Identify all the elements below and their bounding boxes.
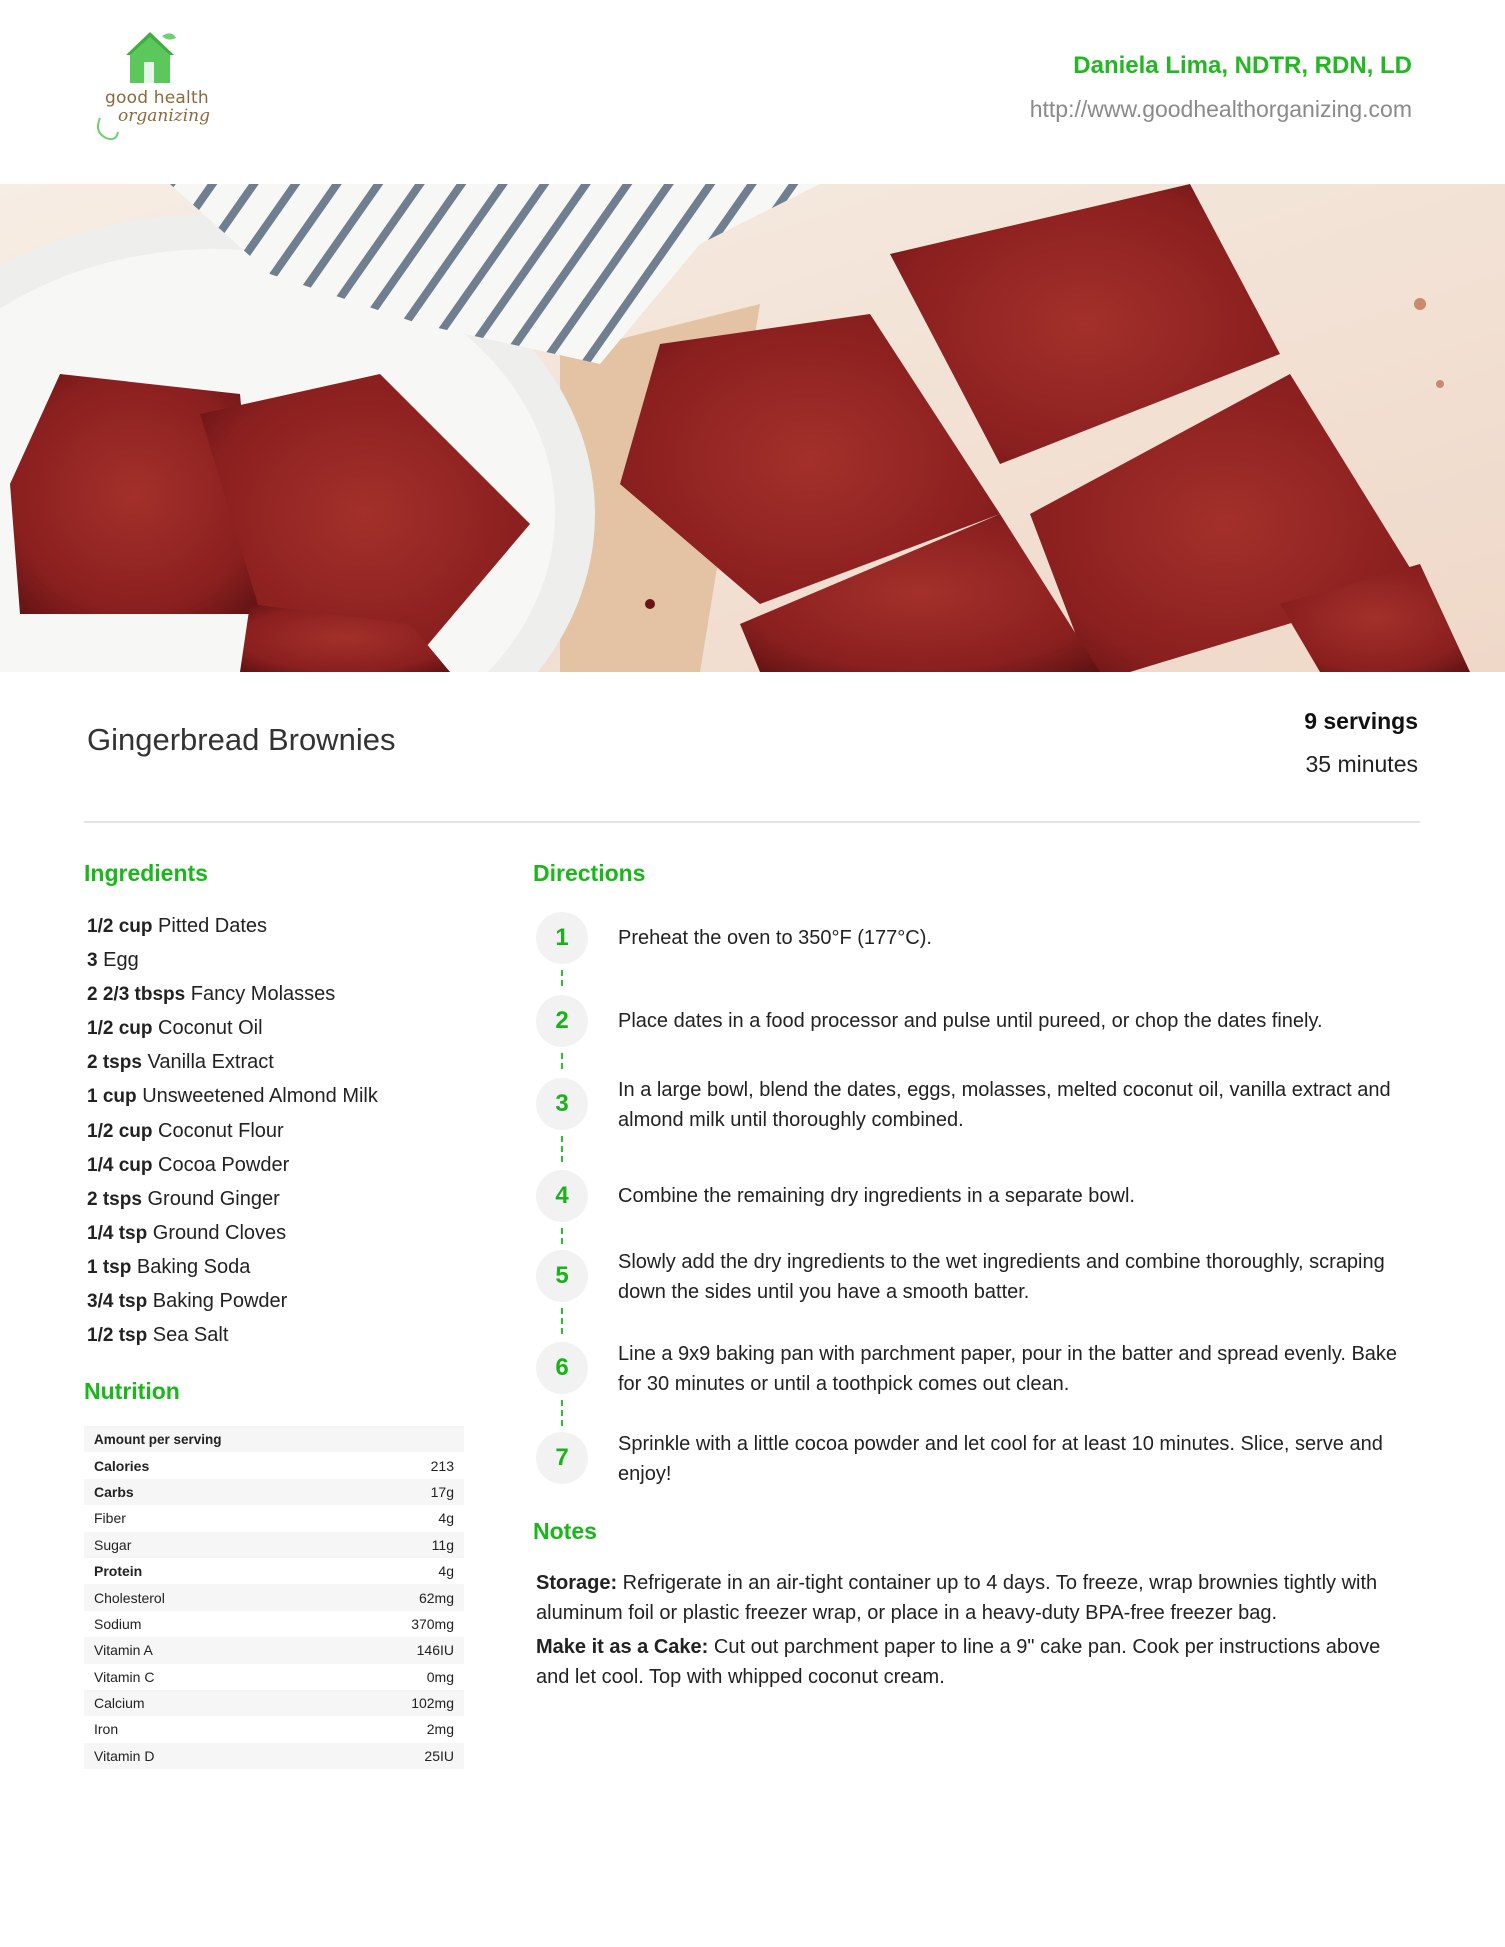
- step-connector: [561, 1053, 563, 1069]
- note-cake-label: Make it as a Cake:: [536, 1636, 709, 1658]
- nutrient-label: Fiber: [94, 1510, 126, 1527]
- list-item: [87, 912, 507, 946]
- nutrition-table: [84, 1426, 464, 1769]
- step-connector: [561, 1136, 563, 1162]
- nutrient-label: Vitamin A: [94, 1642, 153, 1659]
- nutrient-label: Protein: [94, 1563, 143, 1580]
- ingredient-name: Cocoa Powder: [158, 1153, 290, 1176]
- ingredient-qty: 2 2/3 tbsps: [87, 984, 186, 1006]
- list-item: [87, 946, 507, 980]
- step-connector: [561, 1400, 563, 1426]
- step-number: 2: [536, 995, 588, 1047]
- nutrient-value: 102mg: [411, 1695, 454, 1712]
- ingredient-name: Egg: [103, 949, 139, 972]
- step-number: 5: [536, 1250, 588, 1302]
- nutrient-value: 2mg: [426, 1721, 454, 1738]
- ingredient-name: Sea Salt: [152, 1324, 229, 1347]
- ingredient-name: Baking Powder: [152, 1290, 288, 1313]
- nutrient-value: 25IU: [424, 1747, 454, 1764]
- step-text: Preheat the oven to 350°F (177°C).: [618, 927, 932, 949]
- note-cake: [536, 1632, 1396, 1692]
- ingredient-name: Coconut Flour: [158, 1119, 284, 1142]
- table-row: [84, 1505, 464, 1531]
- ingredient-qty: 3/4 tsp: [87, 1291, 148, 1313]
- nutrient-label: Vitamin D: [94, 1747, 155, 1764]
- ingredient-name: Ground Cloves: [152, 1221, 287, 1244]
- directions-heading: Directions: [533, 860, 646, 886]
- website-link[interactable]: http://www.goodhealthorganizing.com: [1029, 96, 1412, 122]
- list-item: [87, 980, 507, 1014]
- nutrient-label: Cholesterol: [94, 1589, 165, 1606]
- step-number: 3: [536, 1078, 588, 1130]
- step-text: Place dates in a food processor and pulse until pureed, or chop the dates finely.: [618, 1010, 1323, 1032]
- ingredients-list: [87, 912, 507, 1355]
- table-row: [84, 1611, 464, 1637]
- step-text: Combine the remaining dry ingredients in a separate bowl.: [618, 1185, 1135, 1207]
- table-row: [84, 1690, 464, 1716]
- nutrition-header-label: Amount per serving: [94, 1431, 222, 1447]
- ingredient-qty: 1 tsp: [87, 1256, 132, 1278]
- step-text: Line a 9x9 baking pan with parchment paper, pour in the batter and spread evenly. Bake for 30 minutes or until a toothpick comes out clean.: [618, 1343, 1398, 1395]
- table-row: [84, 1479, 464, 1505]
- table-row: [84, 1743, 464, 1769]
- hero-photo: [0, 184, 1505, 672]
- step-number: 1: [536, 912, 588, 964]
- ingredient-name: Vanilla Extract: [147, 1051, 274, 1074]
- notes-body: [536, 1568, 1396, 1696]
- ingredient-qty: 2 tsps: [87, 1188, 142, 1210]
- nutrient-label: Iron: [94, 1721, 119, 1738]
- list-item: [87, 1253, 507, 1287]
- table-row: [84, 1532, 464, 1558]
- nutrient-label: Calories: [94, 1457, 150, 1474]
- nutrient-value: 213: [430, 1457, 454, 1474]
- nutrition-heading: Nutrition: [84, 1378, 180, 1404]
- list-item: [87, 1185, 507, 1219]
- title-divider: [84, 821, 1420, 823]
- list-item: [87, 1321, 507, 1355]
- table-row: [84, 1637, 464, 1663]
- step-number: 6: [536, 1342, 588, 1394]
- step-text: Sprinkle with a little cocoa powder and let cool for at least 10 minutes. Slice, serve and enjoy!: [618, 1433, 1383, 1485]
- note-storage-label: Storage:: [536, 1572, 618, 1594]
- ingredients-heading: Ingredients: [84, 860, 208, 886]
- step-number: 4: [536, 1170, 588, 1222]
- step-text: Slowly add the dry ingredients to the wet ingredients and combine thoroughly, scraping down the sides until you have a smooth batter.: [618, 1251, 1385, 1303]
- nutrient-value: 4g: [438, 1563, 454, 1580]
- ingredient-name: Coconut Oil: [158, 1017, 263, 1040]
- nutrient-value: 62mg: [418, 1589, 454, 1606]
- ingredient-qty: 2 tsps: [87, 1052, 142, 1074]
- step-connector: [561, 1228, 563, 1244]
- ingredient-qty: 1/2 cup: [87, 1018, 153, 1040]
- ingredient-qty: 1 cup: [87, 1086, 137, 1108]
- notes-heading: Notes: [533, 1518, 597, 1544]
- note-storage: [536, 1568, 1396, 1628]
- list-item: [87, 1219, 507, 1253]
- logo-text-good-health: good health: [105, 88, 209, 108]
- ingredient-name: Fancy Molasses: [190, 983, 336, 1006]
- nutrient-label: Carbs: [94, 1483, 134, 1500]
- ingredient-qty: 3: [87, 950, 98, 972]
- logo-text-organizing: organizing: [118, 106, 210, 126]
- nutrient-label: Calcium: [94, 1695, 145, 1712]
- cook-time: 35 minutes: [1305, 751, 1418, 777]
- nutrient-value: 4g: [438, 1510, 454, 1527]
- ingredient-qty: 1/2 cup: [87, 916, 153, 937]
- ingredient-qty: 1/2 tsp: [87, 1325, 148, 1347]
- recipe-title: Gingerbread Brownies: [87, 722, 396, 757]
- note-cake-text: Cut out parchment paper to line a 9" cake pan. Cook per instructions above and let cool. Top with whipped coconut cream.: [536, 1636, 1381, 1688]
- ingredient-name: Pitted Dates: [158, 915, 267, 937]
- ingredient-name: Unsweetened Almond Milk: [142, 1085, 378, 1108]
- ingredient-qty: 1/4 tsp: [87, 1222, 148, 1244]
- author-name: Daniela Lima, NDTR, RDN, LD: [1073, 52, 1412, 79]
- list-item: [87, 1287, 507, 1321]
- ingredient-name: Ground Ginger: [147, 1187, 280, 1210]
- nutrient-value: 370mg: [411, 1615, 454, 1632]
- ingredient-name: Baking Soda: [136, 1255, 251, 1278]
- nutrient-label: Sugar: [94, 1536, 132, 1553]
- nutrient-value: 17g: [430, 1483, 454, 1500]
- table-row: [84, 1452, 464, 1478]
- step-connector: [561, 970, 563, 986]
- ingredient-qty: 1/2 cup: [87, 1120, 153, 1142]
- list-item: [87, 1048, 507, 1082]
- nutrient-label: Vitamin C: [94, 1668, 155, 1685]
- step-connector: [561, 1308, 563, 1334]
- table-row: [84, 1558, 464, 1584]
- table-row: [84, 1664, 464, 1690]
- note-storage-text: Refrigerate in an air-tight container up to 4 days. To freeze, wrap brownies tightly with aluminum foil or plastic freezer wrap, or place in a heavy-duty BPA-free freezer bag.: [536, 1572, 1378, 1624]
- list-item: [87, 1117, 507, 1151]
- nutrient-value: 11g: [431, 1536, 454, 1553]
- nutrient-label: Sodium: [94, 1615, 142, 1632]
- nutrient-value: 146IU: [416, 1642, 454, 1659]
- nutrient-value: 0mg: [426, 1668, 454, 1685]
- table-row: [84, 1716, 464, 1742]
- servings: 9 servings: [1304, 708, 1418, 734]
- list-item: [87, 1082, 507, 1116]
- step-text: In a large bowl, blend the dates, eggs, molasses, melted coconut oil, vanilla extract and almond milk until thoroughly combined.: [618, 1079, 1391, 1131]
- list-item: [87, 1151, 507, 1185]
- list-item: [87, 1014, 507, 1048]
- table-row: [84, 1426, 464, 1452]
- step-number: 7: [536, 1432, 588, 1484]
- ingredient-qty: 1/4 cup: [87, 1154, 153, 1176]
- table-row: [84, 1584, 464, 1610]
